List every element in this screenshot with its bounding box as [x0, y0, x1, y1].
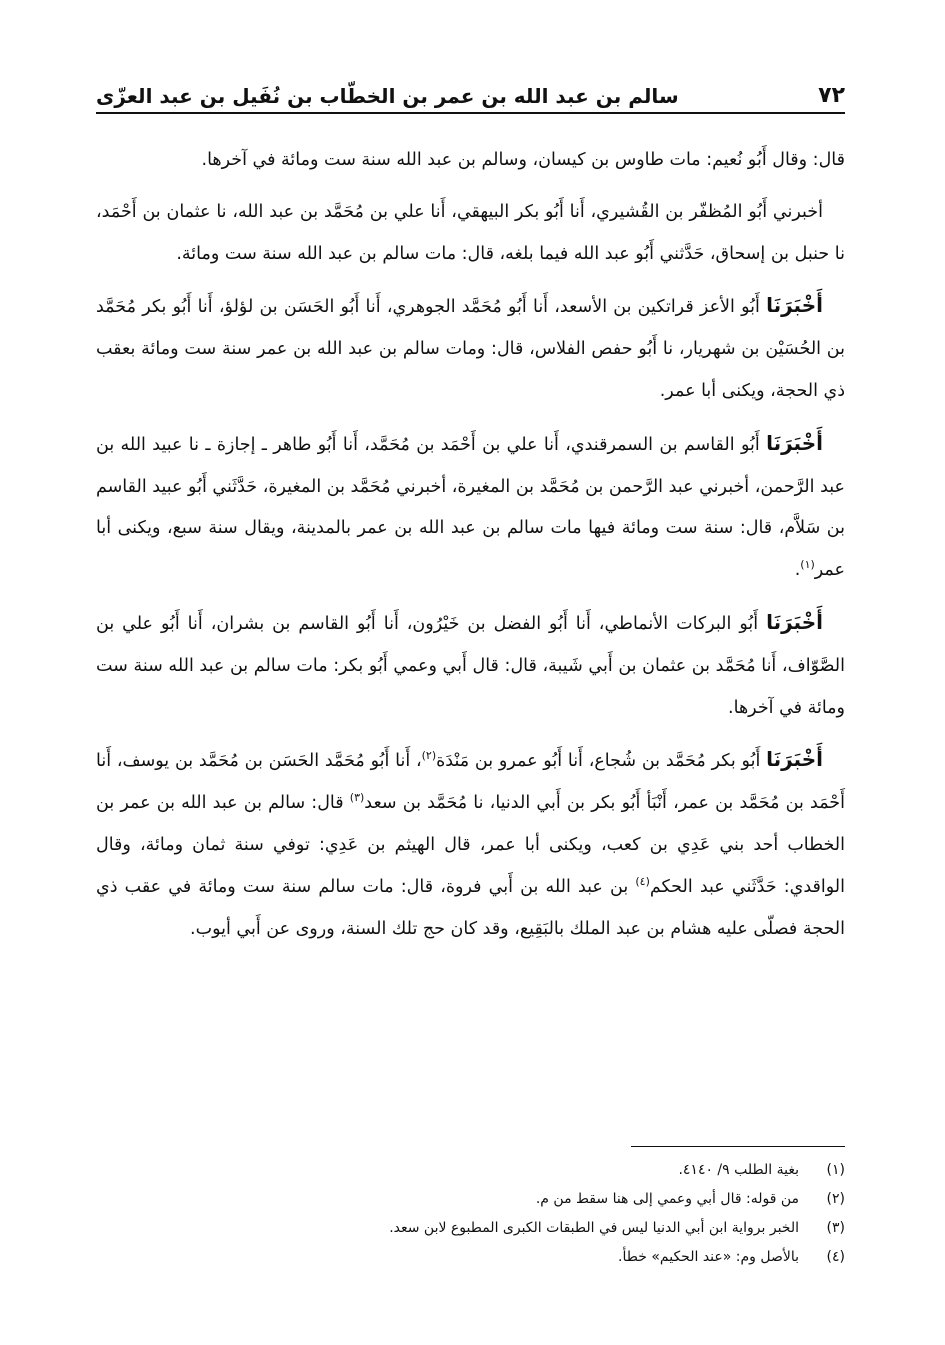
footnote-ref[interactable]: (١): [800, 558, 815, 572]
paragraph-tail: .: [794, 560, 801, 581]
paragraph-1: [96, 140, 845, 182]
footnote-number: (٤): [826, 1249, 845, 1265]
akhbarana-lead: أَخْبَرَنَا: [766, 430, 823, 455]
footnote-item: [96, 1243, 845, 1272]
paragraph-4: [96, 423, 845, 592]
paragraph-text: أَبُو بكر مُحَمَّد بن شُجاع، أَنا أَبُو عمرو بن مَنْدَة: [436, 751, 761, 772]
page-header: [96, 78, 845, 114]
paragraph-text: قال: وقال أَبُو نُعيم: مات طاوس بن كيسان، وسالم بن عبد الله سنة ست ومائة في آخرها.: [201, 150, 845, 170]
paragraph-2: [96, 192, 845, 276]
footnote-ref[interactable]: (٢): [421, 749, 437, 763]
akhbarana-lead: أَخْبَرَنَا: [766, 747, 823, 772]
paragraph-text: ، أَنا أَبُو مُحَمَّد الحَسَن بن مُحَمَّد بن يوسف، أَنا أَحْمَد بن مُحَمَّد بن عمر، أَنْبَأ أَبُو بكر بن أَبي الدنيا، نا مُحَمَّد بن سعد: [96, 751, 845, 814]
footnote-number: (٢): [826, 1191, 845, 1207]
main-text: [96, 140, 845, 960]
footnote-ref[interactable]: (٣): [349, 791, 365, 805]
paragraph-text: أَبُو البركات الأنماطي، أَنا أَبُو الفضل بن خَيْرُون، أَنا أَبُو القاسم بن بشران، أَنا أَبُو علي بن الصَّوّاف، أَنا مُحَمَّد بن عثمان بن أَبي شَيبة، قال: قال أَبي وعمي أَبُو بكر: مات سالم بن عبد الله سنة ست ومائة في آخرها.: [96, 613, 845, 718]
footnote-number: (٣): [826, 1220, 845, 1236]
page-number: ٧٢: [818, 83, 845, 108]
footnote-text: بالأصل وم: «عند الحكيم» خطأ.: [618, 1249, 799, 1265]
footnote-text: الخبر برواية ابن أبي الدنيا ليس في الطبقات الكبرى المطبوع لابن سعد.: [389, 1220, 799, 1236]
paragraph-3: [96, 285, 845, 412]
footnote-item: [96, 1214, 845, 1243]
running-title: سالم بن عبد الله بن عمر بن الخطّاب بن نُفَيل بن عبد العزّى: [96, 84, 679, 108]
paragraph-5: [96, 602, 845, 729]
paragraph-6: [96, 739, 845, 950]
footnote-text: بغية الطلب ٩/ ٤١٤٠.: [678, 1162, 799, 1178]
footnotes: [96, 1156, 845, 1272]
footnote-divider: [631, 1146, 845, 1147]
paragraph-text: أخبرني أَبُو المُظفّر بن القُشيري، أَنا أَبُو بكر البيهقي، أَنا علي بن مُحَمَّد بن عبد الله، نا عثمان بن أَحْمَد، نا حنبل بن إسحاق، حَدَّثني أَبُو عبد الله فيما بلغه، قال: مات سالم بن عبد الله سنة ست ومائة.: [96, 201, 845, 264]
akhbarana-lead: أَخْبَرَنَا: [766, 609, 823, 634]
footnote-item: [96, 1156, 845, 1185]
paragraph-text: أَبُو الأعز قراتكين بن الأسعد، أَنا أَبُو مُحَمَّد الجوهري، أَنا أَبُو الحَسَن بن لؤلؤ، أَنا أَبُو بكر مُحَمَّد بن الحُسَيْن بن شهريار، نا أَبُو حفص الفلاس، قال: ومات سالم بن عبد الله بن عمر سنة ست ومائة بعقب ذي الحجة، ويكنى أبا عمر.: [96, 297, 845, 401]
paragraph-text: قال: سالم بن عبد الله بن عمر بن الخطاب أحد بني عَدِي بن كعب، ويكنى أبا عمر، قال الهيثم بن عَدِي: توفي سنة ثمان ومائة، وقال الواقدي: حَدَّثَني عبد الحكم: [96, 793, 845, 897]
footnote-item: [96, 1185, 845, 1214]
footnote-text: من قوله: قال أبي وعمي إلى هنا سقط من م.: [535, 1191, 799, 1207]
footnote-ref[interactable]: (٤): [635, 874, 650, 888]
akhbarana-lead: أَخْبَرَنَا: [766, 293, 823, 318]
paragraph-text: أَبُو القاسم بن السمرقندي، أَنا علي بن أَحْمَد بن مُحَمَّد، أَنا أَبُو طاهر ـ إجازة ـ نا عبيد الله بن عبد الرَّحمن، أخبرني عبد الرَّحمن بن مُحَمَّد بن المغيرة، أخبرني مُحَمَّد بن المغيرة، حَدَّثَني أَبُو عبيد القاسم بن سَلاَّم، قال: سنة ست ومائة فيها مات سالم بن عبد الله بن عمر بالمدينة، ويقال سنة سبع، ويكنى أبا عمر: [96, 434, 845, 581]
paragraph-text: بن عبد الله بن أَبي فروة، قال: مات سالم سنة ست ومائة في عقب ذي الحجة فصلّى عليه هشام بن عبد الملك بالبَقِيع، وقد كان حج تلك السنة، وروى عن أَبي أيوب.: [96, 876, 845, 939]
footnote-number: (١): [826, 1162, 845, 1178]
